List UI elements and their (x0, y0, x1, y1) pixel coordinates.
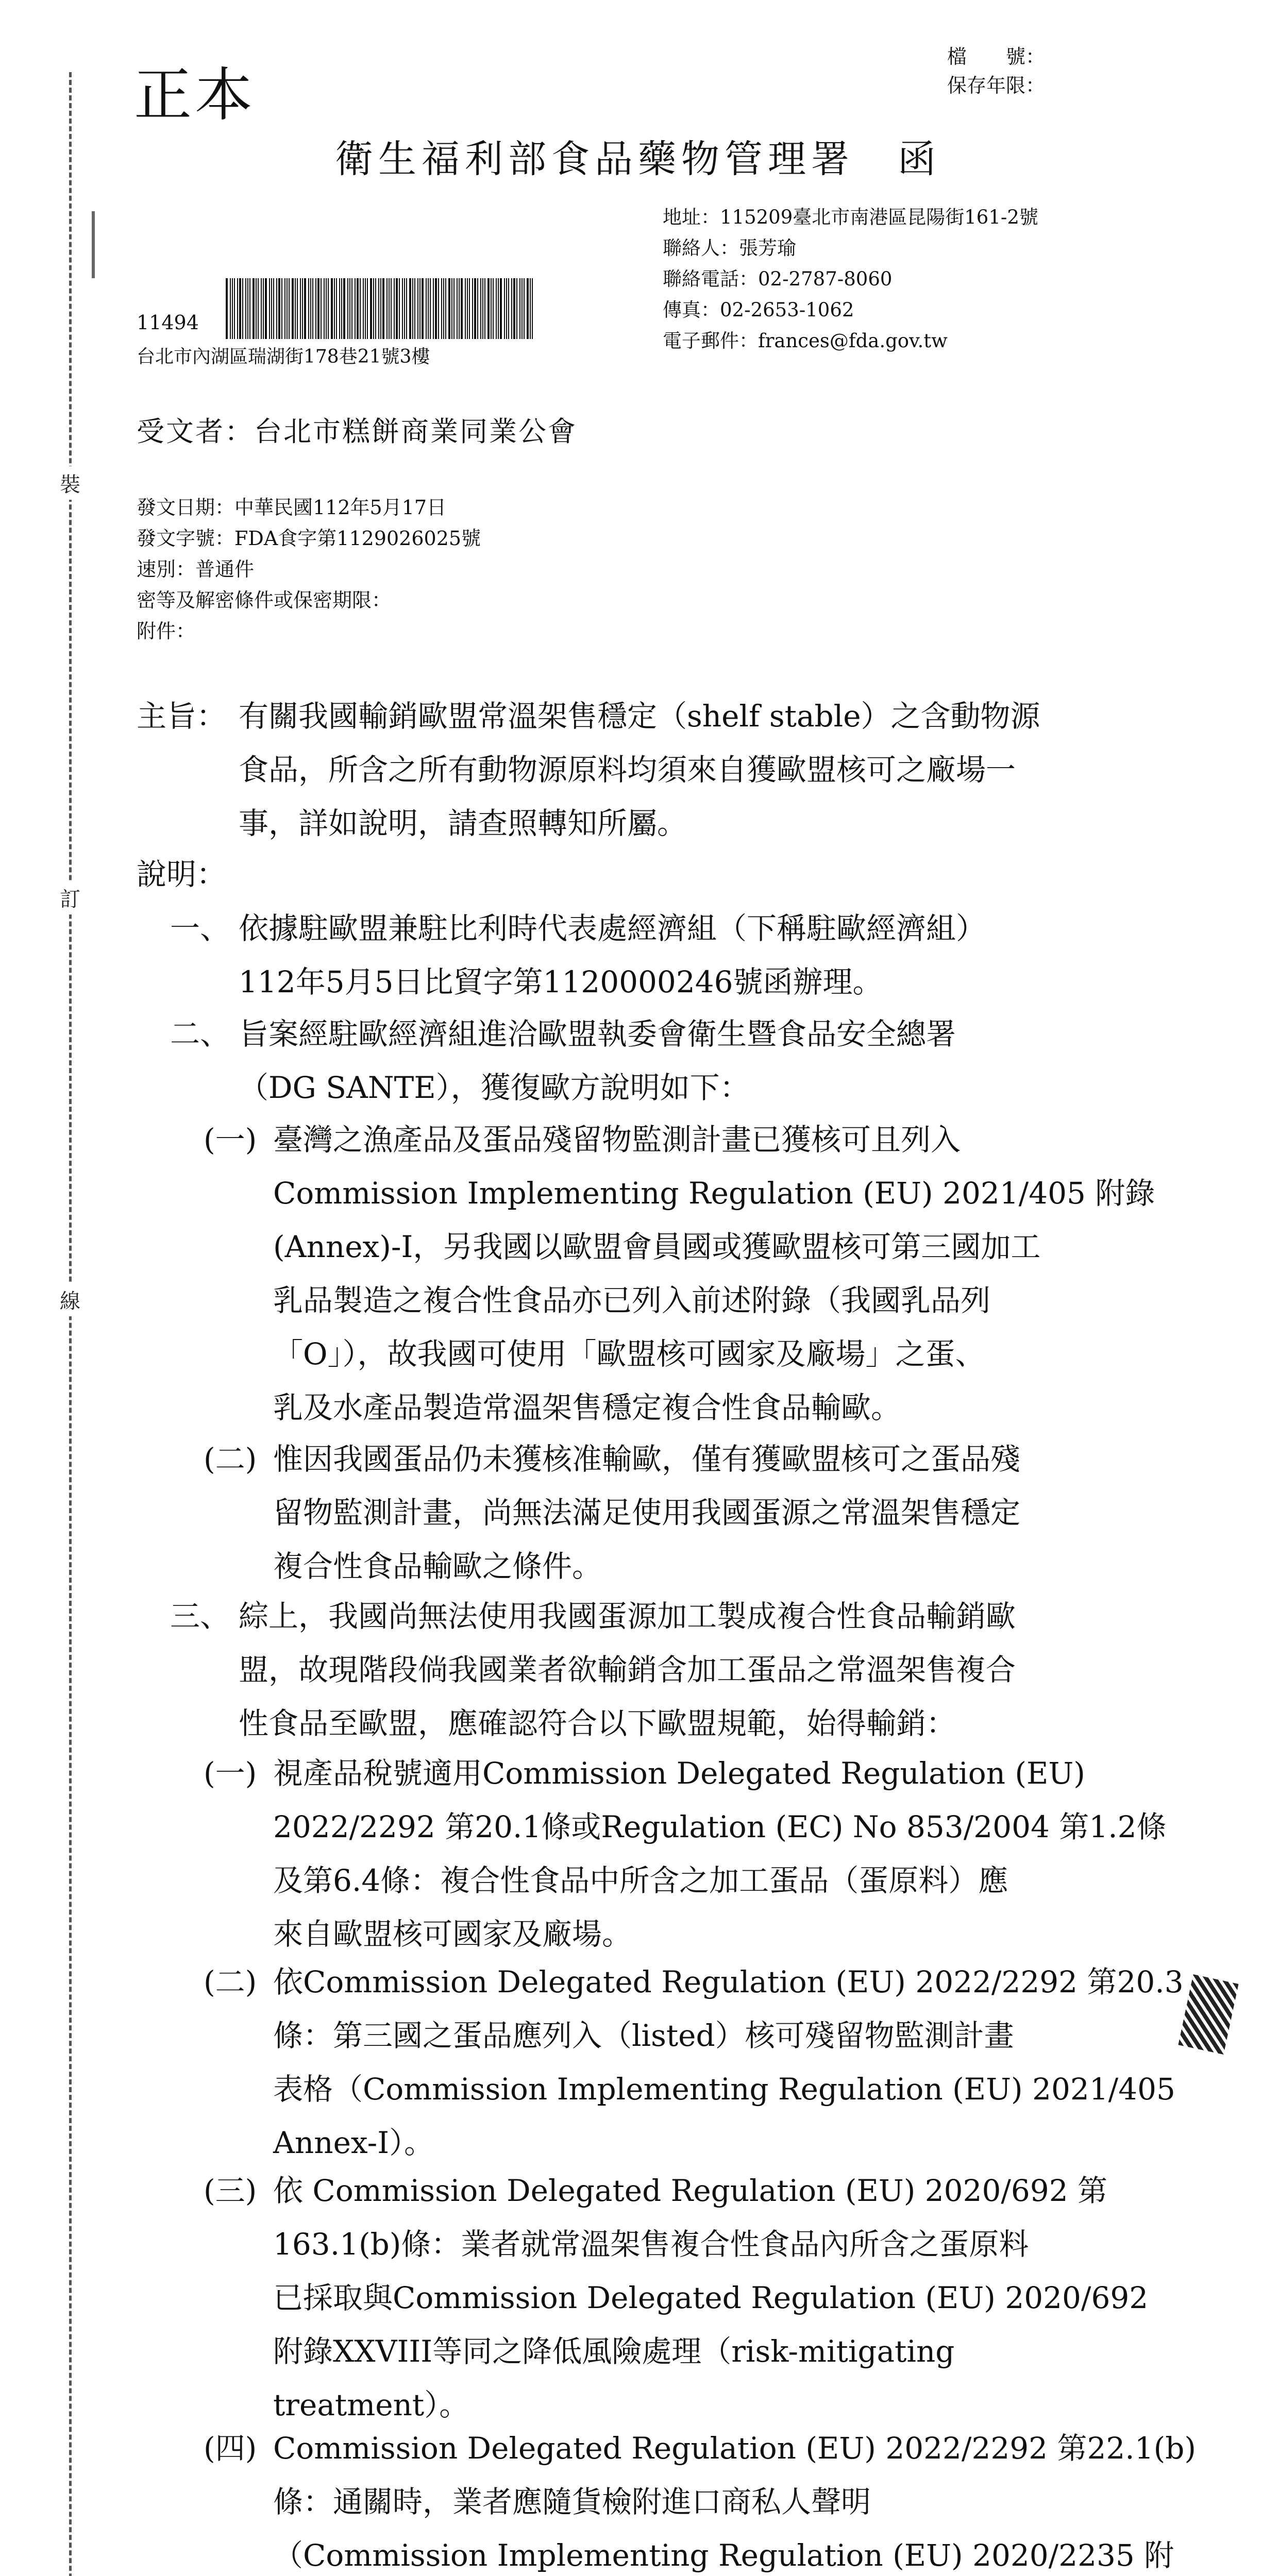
subsection-marker: (二) (204, 1964, 257, 1999)
section-line: 乳及水產品製造常溫架售穩定複合性食品輸歐。 (273, 1390, 901, 1425)
contact-block (663, 202, 1038, 357)
section-line: 163.1(b)條：業者就常溫架售複合性食品內所含之蛋原料 (273, 2227, 1029, 2262)
binding-mark-xian: 線 (60, 1283, 80, 1316)
section-line: (Annex)-I，另我國以歐盟會員國或獲歐盟核可第三國加工 (273, 1229, 1041, 1264)
section-line: 「O」），故我國可使用「歐盟核可國家及廠場」之蛋、 (273, 1336, 985, 1371)
section-line: （DG SANTE），獲復歐方說明如下： (239, 1070, 750, 1105)
recipient-address: 台北市內湖區瑞湖街178巷21號3樓 (137, 346, 430, 367)
section-line: 依Commission Delegated Regulation (EU) 2022/2292 第20.3 (273, 1964, 1184, 1999)
section-line: 條：第三國之蛋品應列入（listed）核可殘留物監測計畫 (273, 2018, 1014, 2053)
section-line: 依 Commission Delegated Regulation (EU) 2020/692 第 (273, 2173, 1108, 2208)
section-line: 乳品製造之複合性食品亦已列入前述附錄（我國乳品列 (273, 1283, 991, 1318)
section-line: 旨案經駐歐經濟組進洽歐盟執委會衛生暨食品安全總署 (239, 1016, 956, 1052)
section-line: 表格（Commission Implementing Regulation (EU) 2021/405 (273, 2072, 1175, 2107)
section-line: 2022/2292 第20.1條或Regulation (EC) No 853/2004 第1.2條 (273, 1809, 1167, 1844)
recipient: 受文者：台北市糕餅商業同業公會 (137, 415, 577, 448)
section-line: 留物監測計畫，尚無法滿足使用我國蛋源之常溫架售穩定 (273, 1495, 1021, 1530)
subsection-marker: (四) (204, 2431, 257, 2466)
subsection-marker: (二) (204, 1442, 257, 1477)
contact-email: 電子郵件：frances@fda.gov.tw (663, 330, 948, 352)
section-line: 視產品稅號適用Commission Delegated Regulation (EU) (273, 1756, 1085, 1791)
section-3 (239, 1589, 1016, 1750)
subsection-3-2 (273, 1955, 1184, 2170)
section-line: 已採取與Commission Delegated Regulation (EU) 2020/692 (273, 2280, 1149, 2315)
subsection-3-3 (273, 2164, 1148, 2432)
section-line: 112年5月5日比貿字第1120000246號函辦理。 (239, 964, 883, 999)
section-line: Annex-I）。 (273, 2125, 434, 2160)
document-number: 發文字號：FDA食字第1129026025號 (137, 527, 481, 550)
subsection-marker: (一) (204, 1756, 257, 1791)
issue-date: 發文日期：中華民國112年5月17日 (137, 496, 447, 519)
postal-barcode (226, 278, 533, 339)
section-line: 及第6.4條：複合性食品中所含之加工蛋品（蛋原料）應 (273, 1863, 1008, 1898)
section-marker: 二、 (170, 1016, 230, 1052)
contact-address: 地址：115209臺北市南港區昆陽街161-2號 (663, 206, 1038, 228)
scan-artifact (1178, 1974, 1238, 2055)
postal-code: 11494 (137, 311, 199, 334)
section-line: 惟因我國蛋品仍未獲核准輸歐，僅有獲歐盟核可之蛋品殘 (273, 1442, 1021, 1477)
file-info (947, 42, 1045, 100)
section-marker: 一、 (170, 911, 230, 946)
file-number-label: 檔 號： (947, 45, 1046, 68)
original-copy-stamp: 正本 (134, 62, 256, 129)
secrecy-level: 密等及解密條件或保密期限： (137, 589, 392, 612)
subject-text (239, 689, 1146, 850)
section-line: 附錄XXVIII等同之降低風險處理（risk-mitigating (273, 2334, 955, 2369)
agency-title: 衛生福利部食品藥物管理署 函 (335, 137, 941, 181)
contact-fax: 傳真：02-2653-1062 (663, 299, 854, 321)
subject-line: 食品，所含之所有動物源原料均須來自獲歐盟核可之廠場一 (239, 752, 1016, 787)
retention-period-label: 保存年限： (947, 74, 1046, 97)
section-line: 綜上，我國尚無法使用我國蛋源加工製成複合性食品輸銷歐 (239, 1599, 1016, 1634)
subsection-3-1 (273, 1747, 1167, 1961)
section-1 (239, 902, 986, 1009)
attachment: 附件： (137, 620, 196, 642)
contact-person: 聯絡人：張芳瑜 (663, 237, 796, 259)
subsection-3-4 (273, 2421, 1196, 2576)
section-line: 性食品至歐盟，應確認符合以下歐盟規範，始得輸銷： (239, 1706, 956, 1741)
section-line: 複合性食品輸歐之條件。 (273, 1549, 602, 1584)
document-meta (137, 492, 481, 647)
section-line: 盟，故現階段倘我國業者欲輸銷含加工蛋品之常溫架售複合 (239, 1652, 1016, 1687)
subject-line: 事，詳如說明，請查照轉知所屬。 (239, 806, 687, 841)
section-line: Commission Implementing Regulation (EU) 2021/405 附錄 (273, 1176, 1155, 1211)
subsection-2-2 (273, 1432, 1020, 1593)
binding-mark-ding: 訂 (60, 881, 80, 914)
subsection-marker: (一) (204, 1122, 257, 1157)
section-line: 來自歐盟核可國家及廠場。 (273, 1917, 632, 1952)
explanation-label: 說明： (137, 857, 227, 892)
binding-line (69, 72, 72, 2576)
subject-line: 有關我國輸銷歐盟常溫架售穩定（shelf stable）之含動物源 (239, 699, 1040, 734)
section-marker: 三、 (170, 1599, 230, 1634)
section-line: 條：通關時，業者應隨貨檢附進口商私人聲明 (273, 2484, 871, 2519)
section-line: 臺灣之漁產品及蛋品殘留物監測計畫已獲核可且列入 (273, 1122, 961, 1157)
section-2 (239, 1007, 956, 1114)
binding-mark-zhuang: 裝 (60, 466, 80, 500)
contact-phone: 聯絡電話：02-2787-8060 (663, 268, 893, 290)
subsection-marker: (三) (204, 2173, 257, 2208)
scan-mark (92, 211, 95, 278)
subsection-2-1 (273, 1113, 1155, 1434)
section-line: Commission Delegated Regulation (EU) 2022/2292 第22.1(b) (273, 2431, 1197, 2466)
section-line: 依據駐歐盟兼駐比利時代表處經濟組（下稱駐歐經濟組） (239, 911, 986, 946)
section-line: treatment）。 (273, 2387, 469, 2422)
subject-label: 主旨： (137, 699, 227, 734)
section-line: （Commission Implementing Regulation (EU) 2020/2235 附 (273, 2538, 1174, 2573)
delivery-speed: 速別：普通件 (137, 558, 255, 581)
